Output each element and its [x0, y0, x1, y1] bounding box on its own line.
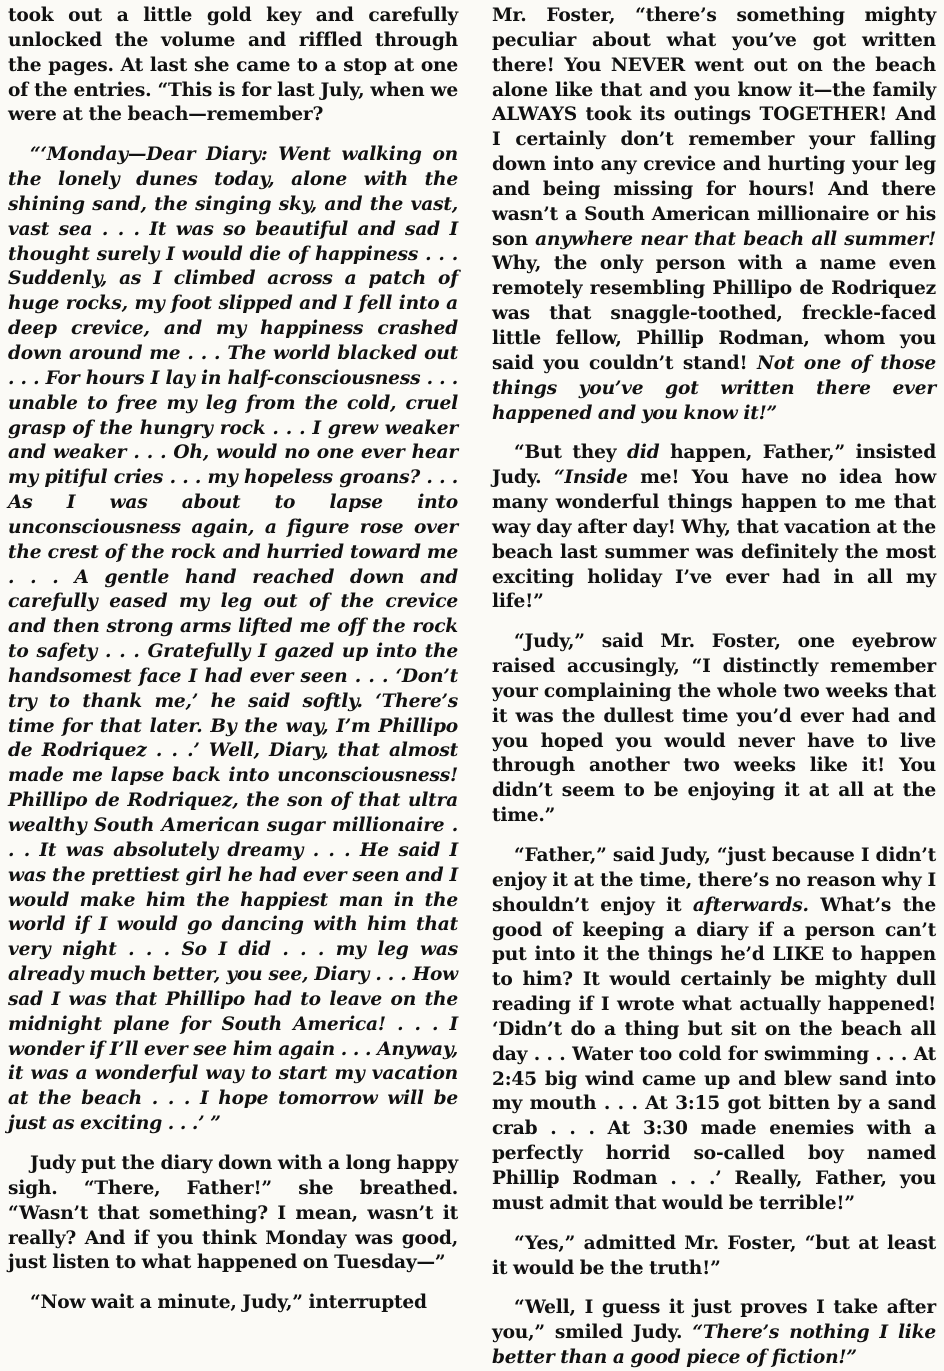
text-run: Why, the only person with a name even remotely resembling Phillipo de Rodriquez was that snaggle-toothed, freckle-faced little fellow, Phillip Rodman, whom you said you couldn’t stand!	[492, 253, 936, 374]
left-column	[8, 4, 458, 1326]
paragraph-diary-unlock: took out a little gold key and carefully unlocked the volume and riffled through the pages. At last she came to a stop at one of the entries. “This is for last July, when we were at the beach—remember?	[8, 5, 458, 126]
text-run-italic: “There’s nothing I like better than a good piece of fiction!”	[492, 1322, 936, 1369]
paragraph-judy-fiction	[492, 1296, 936, 1371]
paragraph-father-truth: “Yes,” admitted Mr. Foster, “but at least it would be the truth!”	[492, 1232, 936, 1279]
text-run-italic: did	[626, 442, 660, 464]
paragraph-diary-entry-monday: “‘Monday—Dear Diary: Went walking on the lonely dunes today, alone with the shining sand, the singing sky, and the vast, vast sea . . . It was so beautiful and sad I thought surely I would die of happiness . . . Suddenly, as I climbed across a patch of huge rocks, my foot slipped and I fell into a deep crevice, and my happiness crashed down around me . . . The world blacked out . . . For hours I lay in half-consciousness . . . unable to free my leg from the cold, cruel grasp of the hungry rock . . . I grew weaker and weaker . . . Oh, would no one ever hear my pitiful cries . . . my hopeless groans? . . . As I was about to lapse into unconsciousness again, a figure rose over the crest of the rock and hurried toward me . . . A gentle hand reached down and carefully eased my leg out of the crevice and then strong arms lifted me off the rock to safety . . . Gratefully I gazed up into the handsomest face I had ever seen . . . ‘Don’t try to thank me,’ he said softly. ‘There’s time for that later. By the way, I’m Phillipo de Rodriquez . . .’ Well, Diary, that almost made me lapse back into unconsciousness! Phillipo de Rodriquez, the son of that ultra wealthy South American sugar millionaire . . . It was absolutely dreamy . . . He said I was the prettiest girl he had ever seen and I would make him the happiest man in the world if I would go dancing with him that very night . . . So I did . . . my leg was already much better, you see, Diary . . . How sad I was that Phillipo had to leave on the midnight plane for South America! . . . I wonder if I’ll ever see him again . . . Anyway, it was a wonderful way to start my vacation at the beach . . . I hope tomorrow will be just as exciting . . .’ ”	[8, 144, 458, 1135]
text-run-italic: “Inside	[553, 467, 628, 489]
text-run: happen, Father,” insisted Judy.	[492, 442, 936, 489]
text-run: What’s the good of keeping a diary if a person can’t put into it the things he’d LIKE to happen to him? It would certainly be mighty dull reading if I wrote what actually happened! ‘Didn’t do a thing but sit on the beach all day . . . Water too cold for swimming . . . At 2:45 big wind came up and blew sand into my mouth . . . At 3:15 got bitten by a sand crab . . . At 3:30 made enemies with a perfectly horrid so-called boy named Phillip Rodman . . .’ Really, Father, you must admit that would be terrible!”	[492, 894, 936, 1214]
right-column	[492, 4, 936, 1369]
text-run-italic: Not one of those things you’ve got written there ever happened and you know it!”	[492, 352, 936, 424]
text-run-italic: afterwards.	[692, 894, 809, 916]
paragraph-father-remembers: “Judy,” said Mr. Foster, one eyebrow raised accusingly, “I distinctly remember your complaining the whole two weeks that it was the dullest time you’d ever had and you hoped you would never have to live through another two weeks like it! You didn’t seem to be enjoying it at all at the time.”	[492, 631, 936, 827]
paragraph-father-interrupts: “Now wait a minute, Judy,” interrupted	[30, 1292, 427, 1314]
paragraph-judy-explains	[492, 844, 936, 1217]
text-run-italic: anywhere near that beach all summer!	[535, 228, 936, 250]
text-run: Mr. Foster, “there’s something mighty peculiar about what you’ve got written there! You NEVER went out on the beach alone like that and you know it—the family ALWAYS took its outings TOGETHER! And I certainly don’t remember your falling down into any crevice and hurting your leg and being missing for hours! And there wasn’t a South American millionaire or his son	[492, 5, 936, 250]
paragraph-judy-insists	[492, 441, 936, 615]
text-run: me! You have no idea how many wonderful things happen to me that way day after day! Why, that vacation at the beach last summer was definitely the most exciting holiday I’ve ever had in all my life!”	[492, 467, 936, 613]
text-run: “Father,” said Judy, “just because I didn’t enjoy it at the time, there’s no reason why I shouldn’t enjoy it	[492, 845, 936, 916]
paragraph-judy-sigh: Judy put the diary down with a long happy sigh. “There, Father!” she breathed. “Wasn’t that something? I mean, wasn’t it really? And if you think Monday was good, just listen to what happened on Tuesday—”	[8, 1152, 458, 1274]
text-run: “Well, I guess it just proves I take after you,” smiled Judy.	[492, 1297, 936, 1344]
paragraph-father-objection	[492, 4, 936, 426]
text-run: “But they	[514, 442, 617, 464]
